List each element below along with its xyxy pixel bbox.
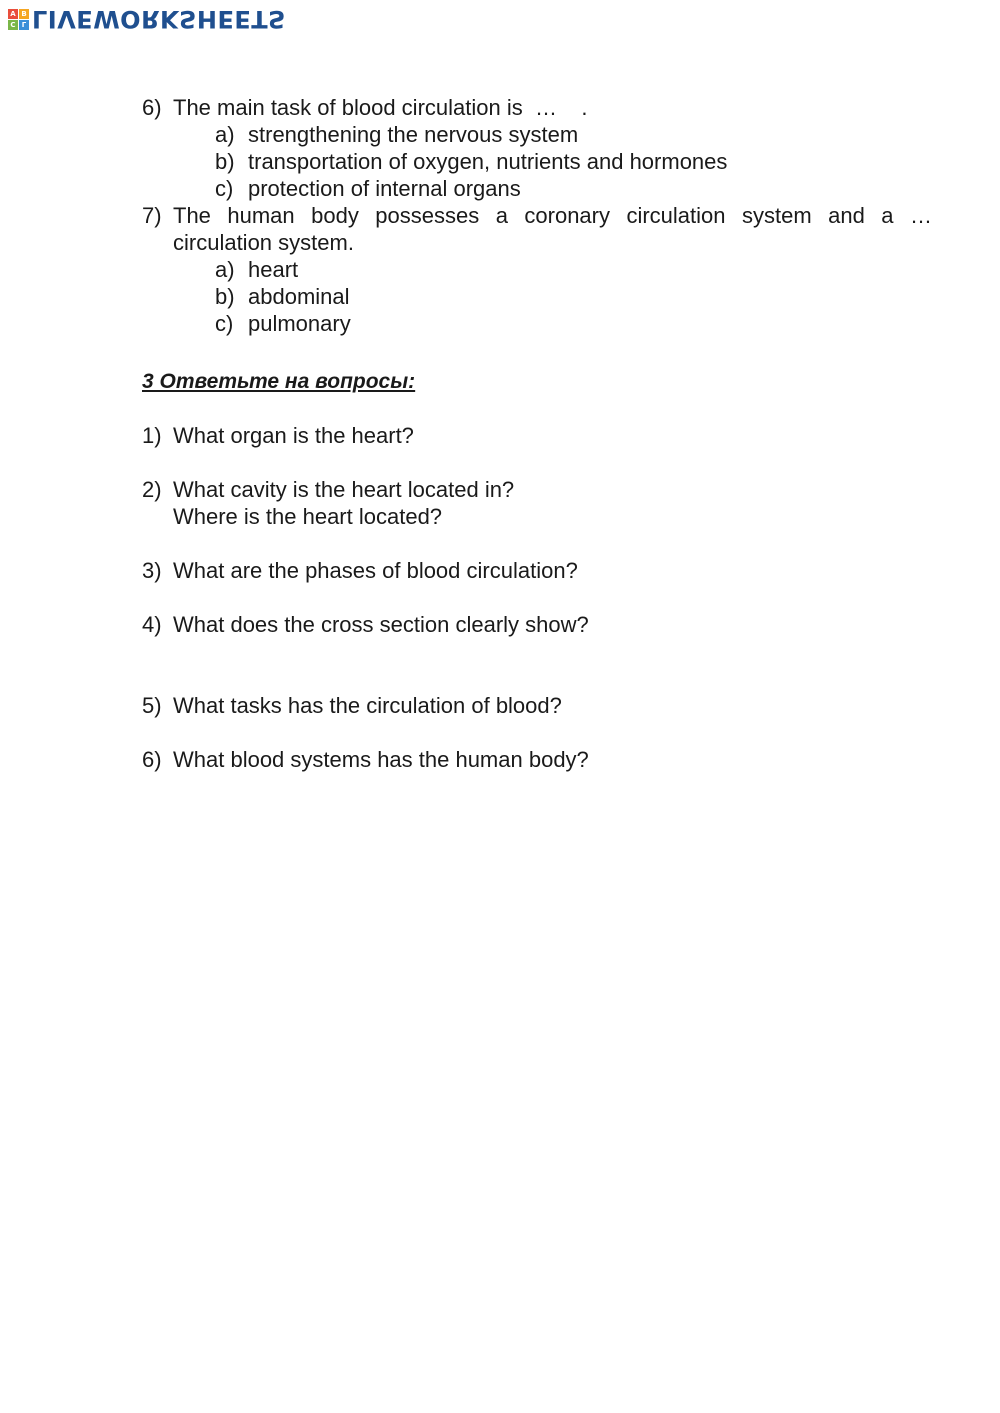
open-question-3: 3) What are the phases of blood circulation? — [142, 558, 578, 583]
section-3-title: 3 Ответьте на вопросы: — [142, 370, 416, 393]
logo-blocks-icon: А B C Г — [8, 9, 29, 30]
open-question-6: 6) What blood systems has the human body? — [142, 747, 589, 772]
question-7-continued: circulation system. — [173, 230, 354, 255]
option-7a[interactable]: a) heart — [215, 257, 299, 282]
logo-text: LIVEWORKSHEETS — [32, 5, 286, 33]
open-question-5: 5) What tasks has the circulation of blood? — [142, 693, 562, 718]
option-6b[interactable]: b) transportation of oxygen, nutrients and hormones — [215, 149, 728, 174]
liveworksheets-logo — [8, 6, 286, 32]
question-6: 6) The main task of blood circulation is … . — [142, 95, 588, 120]
option-6a[interactable]: a) strengthening the nervous system — [215, 122, 579, 147]
option-7c[interactable]: c) pulmonary — [215, 311, 351, 336]
option-7b[interactable]: b) abdominal — [215, 284, 350, 309]
option-6c[interactable]: c) protection of internal organs — [215, 176, 521, 201]
open-question-2: 2) What cavity is the heart located in? — [142, 477, 515, 502]
worksheet-content — [142, 94, 932, 773]
open-question-4: 4) What does the cross section clearly show? — [142, 612, 589, 637]
open-question-2-continued: Where is the heart located? — [173, 504, 443, 529]
question-7: 7) The human body possesses a coronary circulation system and a … — [142, 203, 932, 228]
open-question-1: 1) What organ is the heart? — [142, 423, 414, 448]
